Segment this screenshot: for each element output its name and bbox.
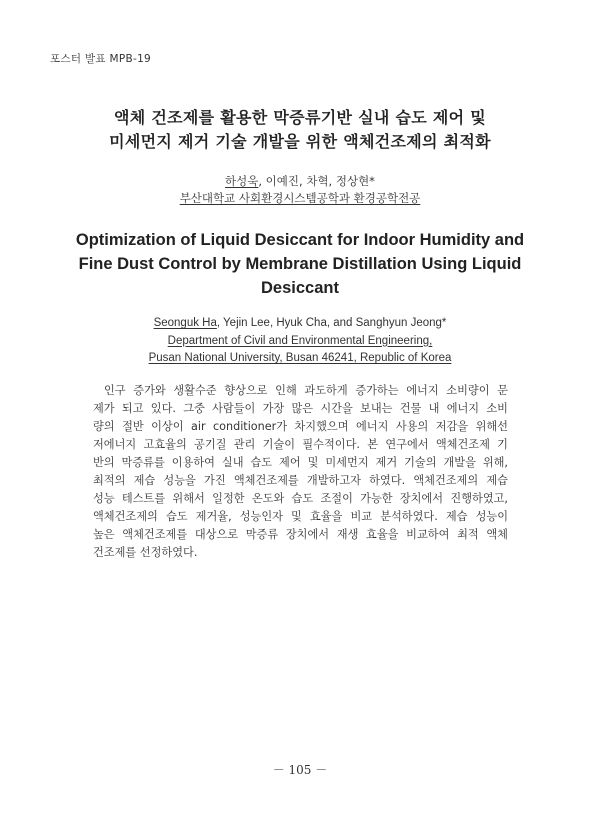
abstract-line: 액체건조제의 습도 제거율, 성능인자 및 효율을 비교 분석하였다. 제습 성능이	[93, 510, 508, 523]
session-label: 포스터 발표 MPB-19	[50, 53, 152, 65]
english-affiliation-line: Pusan National University, Busan 46241, Republic of Korea	[148, 352, 452, 364]
korean-title-line: 미세먼지 제거 기술 개발을 위한 액체건조제의 최적화	[109, 132, 491, 151]
abstract-line: 높은 액체건조제를 대상으로 막증류 장치에서 재생 효율을 비교하여 최적 액체	[93, 528, 508, 541]
coauthors-en: , Yejin Lee, Hyuk Cha, and Sanghyun Jeong*	[216, 317, 447, 329]
english-title-line: Optimization of Liquid Desiccant for Indoor Humidity and	[75, 231, 525, 249]
english-title-line: Fine Dust Control by Membrane Distillation Using Liquid	[78, 255, 522, 273]
abstract	[93, 382, 508, 562]
korean-affiliation: 부산대학교 사회환경시스템공학과 환경공학전공	[179, 191, 421, 205]
presenting-author-en: Seonguk Ha	[153, 317, 217, 329]
korean-title-line: 액체 건조제를 활용한 막증류기반 실내 습도 제어 및	[114, 108, 486, 127]
korean-authors	[40, 173, 560, 190]
english-authors-affiliation	[40, 315, 560, 368]
korean-title	[40, 106, 560, 154]
english-title	[40, 228, 560, 300]
english-authors	[40, 315, 560, 333]
presenting-author-ko: 하성욱	[225, 174, 259, 188]
english-affiliation-line: Department of Civil and Environmental Engineering,	[167, 334, 433, 347]
abstract-line: 최적의 제습 성능을 가진 액체건조제를 개발하고자 하였다. 액체건조제의 제습	[93, 474, 508, 487]
page-number: － 105 －	[272, 763, 328, 777]
abstract-line: 저에너지 고효율의 공기질 관리 기술이 필수적이다. 본 연구에서 액체건조제 기	[93, 438, 508, 451]
abstract-line: 성능 테스트를 위해서 일정한 온도와 습도 조절이 가능한 장치에서 진행하였고,	[93, 492, 508, 505]
abstract-line: 량의 절반 이상이 air conditioner가 차지했으며 에너지 사용의 저감을 위해선	[93, 420, 508, 433]
abstract-line: 제가 되고 있다. 그중 사람들이 가장 많은 시간을 보내는 건물 내 에너지 소비	[93, 402, 508, 415]
coauthors-ko: , 이예진, 차혁, 정상현*	[258, 174, 375, 188]
english-title-line: Desiccant	[261, 279, 339, 297]
abstract-line: 반의 막증류를 이용하여 실내 습도 제어 및 미세먼지 제거 기술의 개발을 위해,	[93, 456, 508, 469]
abstract-line: 건조제를 선정하였다.	[93, 546, 198, 559]
abstract-line: 인구 증가와 생활수준 향상으로 인해 과도하게 증가하는 에너지 소비량이 문	[104, 384, 508, 397]
